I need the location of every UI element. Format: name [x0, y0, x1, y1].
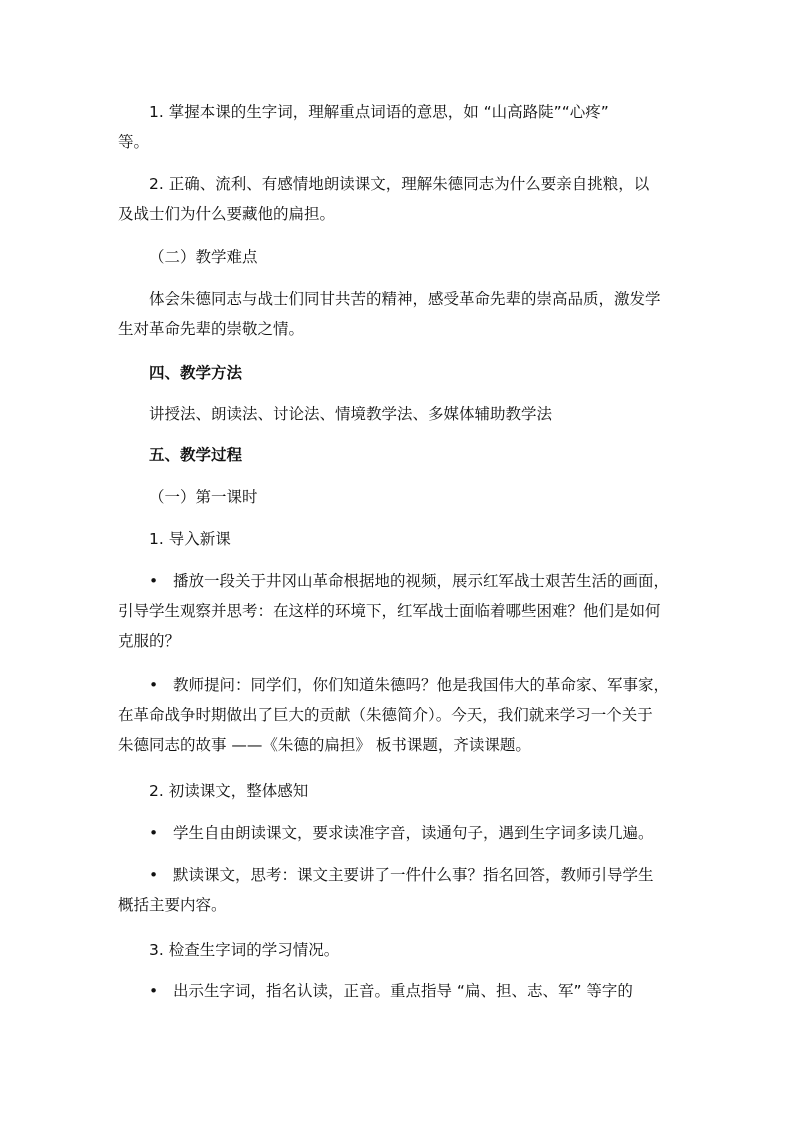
sub-heading-first-lesson: （一）第一课时: [149, 488, 258, 506]
text-line: 播放一段关于井冈山革命根据地的视频，展示红军战士艰苦生活的画面，: [173, 572, 670, 590]
text-line: 2. 正确、流利、有感情地朗读课文，理解朱德同志为什么要亲自挑粮，以: [149, 175, 650, 193]
text-line: 教师提问：同学们，你们知道朱德吗？他是我国伟大的革命家、军事家，: [173, 676, 670, 694]
bullet-icon: •: [149, 824, 159, 842]
text-line: 概括主要内容。: [118, 896, 227, 914]
step-2-title: 2. 初读课文，整体感知: [149, 782, 309, 800]
bullet-icon: •: [149, 572, 159, 590]
objective-paragraph-1: [118, 97, 678, 157]
text-line: 朱德同志的故事 ——《朱德的扁担》 板书课题，齐读课题。: [118, 736, 531, 754]
text-line: 学生自由朗读课文，要求读准字音，读通句子，遇到生字词多读几遍。: [173, 824, 654, 842]
difficulty-paragraph: [118, 284, 678, 344]
text-line: 生对革命先辈的崇敬之情。: [118, 320, 305, 338]
bullet-item-5: [118, 976, 678, 1006]
bullet-item-2: [118, 670, 678, 760]
sub-heading-difficulty: （二）教学难点: [149, 248, 258, 266]
bullet-item-3: [118, 818, 678, 848]
teaching-methods-text: 讲授法、朗读法、讨论法、情境教学法、多媒体辅助教学法: [149, 405, 553, 423]
text-line: 在革命战争时期做出了巨大的贡献（朱德简介）。今天，我们就来学习一个关于: [118, 706, 653, 724]
bullet-icon: •: [149, 676, 159, 694]
text-line: 出示生字词，指名认读，正音。重点指导 “扁、担、志、军” 等字的: [173, 982, 633, 1000]
text-line: 默读课文，思考：课文主要讲了一件什么事？指名回答，教师引导学生: [173, 866, 654, 884]
step-1-title: 1. 导入新课: [149, 530, 231, 548]
bullet-item-1: [118, 566, 678, 656]
bullet-item-4: [118, 860, 678, 920]
objective-paragraph-2: [118, 169, 678, 229]
text-line: 克服的？: [118, 632, 181, 650]
text-line: 及战士们为什么要藏他的扁担。: [118, 205, 336, 223]
text-line: 1. 掌握本课的生字词，理解重点词语的意思，如 “山高路陡”“心疼”: [149, 103, 609, 121]
text-line: 等。: [118, 133, 150, 151]
text-line: 体会朱德同志与战士们同甘共苦的精神，感受革命先辈的崇高品质，激发学: [149, 290, 661, 308]
text-line: 引导学生观察并思考：在这样的环境下，红军战士面临着哪些困难？他们是如何: [118, 602, 661, 620]
bullet-icon: •: [149, 982, 159, 1000]
heading-teaching-process: 五、教学过程: [149, 446, 243, 464]
step-3-title: 3. 检查生字词的学习情况。: [149, 941, 340, 959]
heading-teaching-methods: 四、教学方法: [149, 364, 243, 382]
bullet-icon: •: [149, 866, 159, 884]
